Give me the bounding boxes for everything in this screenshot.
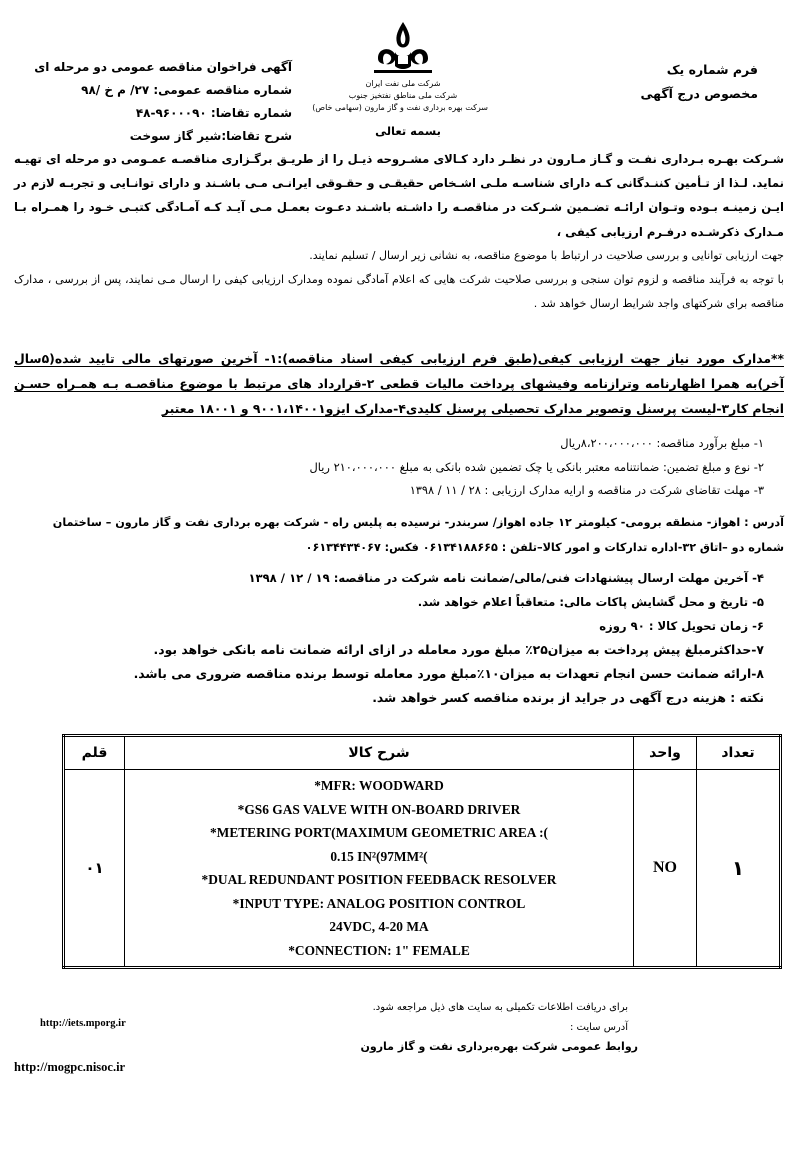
conditions-list-a <box>14 432 764 503</box>
address-line-1: آدرس : اهواز- منطقه برومی- کیلومتر ۱۲ جاده اهواز/ سربندر- نرسیده به پلیس راه - شرکت بهره برداری نفت و گاز مارون – ساختمان <box>52 516 784 529</box>
form-number: فرم شماره یک <box>666 62 758 77</box>
table-header-row <box>64 736 781 770</box>
required-documents <box>14 346 784 421</box>
footer-info-text: برای دریافت اطلاعات تکمیلی به سایت های ذیل مراجعه شود. <box>372 1002 628 1013</box>
note-text: نکته : هزینه درج آگهی در جراید از برنده مناقصه کسر خواهد شد. <box>372 690 764 705</box>
list-item-opening: ۵- تاریخ و محل گشایش پاکات مالی: متعاقباً اعلام خواهد شد. <box>417 595 764 609</box>
table-row <box>64 770 781 968</box>
request-description: شرح تقاضا:شیر گاز سوخت <box>129 129 292 143</box>
header-description: شرح کالا <box>125 736 634 770</box>
list-item-prepayment: ۷-حداکثرمبلغ پیش پرداخت به میزان۲۵٪ مبلغ مورد معامله در ازای ارائه ضمانت نامه بانکی خواهد بود. <box>153 642 764 657</box>
desc-line: *MFR: WOODWARD <box>314 778 444 793</box>
company-logo-block <box>312 18 488 128</box>
process-text: با توجه به فرآیند مناقصه و لزوم توان سنجی و بررسی صلاحیت شرکت هایی که اعلام آمادگی نموده ومدارک ارزیابی کیفی را ارسال مـی نمایند، پس از بررسی ، مدارک مناقصه برای شرکتهای واجد شرایط ارسال خواهد شد . <box>14 273 784 311</box>
footer-site-label: آدرس سایت : <box>569 1022 628 1033</box>
list-item-guarantee: ۲- نوع و مبلغ تضمین: ضمانتنامه معتبر بانکی یا چک تضمین شده بانکی به مبلغ ۲۱۰،۰۰۰،۰۰۰ ریال <box>309 459 764 474</box>
list-item-delivery: ۶- زمان تحویل کالا : ۹۰ روزه <box>599 619 764 633</box>
intro-text: شـرکت بهـره بـرداری نفـت و گـاز مـارون در نظـر دارد کـالای مشـروحه ذیـل را از طریـق برگـزاری مناقصـه عمـومی دو مرحله ای تهیـه نماید. لـذا از تـأمین کننـدگانی کـه دارای شناسـه ملـی اشـخاص حقیقـی و حقـوقی ایرانـی مـی باشـند و دارای توانـایی و تجربـه لازم در ایـن زمینـه بـوده وتـوان ارائـه تضـمین شـرکت در مناقصـه را داشـته باشـند دعـوت بعمـل مـی آیـد کـه آمـادگی کتبـی خـود را همـراه بـا مـدارک ذکرشـده درفـرم ارزیابی کیفی ، <box>14 152 784 239</box>
footer-info <box>228 998 628 1038</box>
form-subtitle: مخصوص درج آگهی <box>640 86 758 101</box>
tender-number: شماره مناقصه عمومی: ۲۷/ م خ /۹۸ <box>81 83 292 97</box>
items-table <box>62 734 782 969</box>
desc-line: *GS6 GAS VALVE WITH ON-BOARD DRIVER <box>237 801 521 817</box>
site-link-iets[interactable]: http://iets.mporg.ir <box>40 1018 126 1029</box>
desc-line: *INPUT TYPE: ANALOG POSITION CONTROL <box>232 895 526 911</box>
desc-line: *CONNECTION: 1" FEMALE <box>288 942 470 958</box>
request-number: شماره تقاضا: ۹۶۰۰۰۹۰-۴۸ <box>135 106 292 120</box>
logo-caption-3: سرکت بهره برداری نفت و گاز مارون (سهامی خاص) <box>312 103 488 112</box>
desc-line: *METERING PORT(MAXIMUM GEOMETRIC AREA :( <box>209 825 548 840</box>
item-unit: NO <box>634 770 697 968</box>
list-item-estimate: ۱- مبلغ برآورد مناقصه: ۸،۲۰۰،۰۰۰،۰۰۰ریال <box>560 436 764 450</box>
nioc-flame-logo-icon <box>368 18 438 78</box>
basmala-heading: بسمه تعالی <box>375 124 441 138</box>
address-block <box>14 510 784 560</box>
logo-caption-2: شرکت ملی مناطق نفتخیز جنوب <box>348 91 458 100</box>
list-item-performance-bond: ۸-ارائه ضمانت حسن انجام تعهدات به میزان۱۰٪مبلغ مورد معامله توسط برنده مناقصه ضروری می باشد. <box>133 666 764 681</box>
list-item-bid-deadline: ۴- آخرین مهلت ارسال پیشنهادات فنی/مالی/ضمانت نامه شرکت در مناقصه: ۱۹ / ۱۲ / ۱۳۹۸ <box>248 571 764 585</box>
form-label-block <box>588 58 758 106</box>
public-relations-signature: روابط عمومی شرکت بهره‌برداری نفت و گاز مارون <box>360 1040 638 1053</box>
item-number: ۰۱ <box>64 770 125 968</box>
desc-line: *DUAL REDUNDANT POSITION FEEDBACK RESOLVER <box>201 872 557 887</box>
header-quantity: تعداد <box>697 736 781 770</box>
item-description <box>125 770 634 968</box>
desc-line: 0.15 IN²(97MM²( <box>330 848 428 864</box>
site-link-mogpc[interactable]: http://mogpc.nisoc.ir <box>14 1060 126 1074</box>
header-item: قلم <box>64 736 125 770</box>
intro-text-end: جهت ارزیابی توانایی و بررسی صلاحیت در ارتباط با موضوع مناقصه، به نشانی زیر ارسال / تسلیم نمایند. <box>309 248 784 262</box>
tender-title: آگهی فراخوان مناقصه عمومی دو مرحله ای <box>34 60 292 74</box>
address-line-2: شماره دو –اتاق ۳۲-اداره تدارکات و امور کالا–تلفن : ۰۶۱۳۴۱۸۸۶۶۵ فکس: ۰۶۱۳۴۴۳۴۰۶۷ <box>305 541 784 554</box>
conditions-list-b <box>14 566 764 710</box>
logo-caption-1: شرکت ملی نفت ایران <box>365 79 441 88</box>
required-documents-text: **مدارک مورد نیاز جهت ارزیابی کیفی(طبق فرم ارزیابی کیفی اسناد مناقصه):۱- آخرین صورتهای مالی تایید شده(۵سال آخر)به همرا اظهارنامه وترازنامه وفیشهای پرداخت مالیات قطعی ۲-قرارداد های مرتبط با موضوع مناقصـه بـه همـراه حسـن انجام کار۳-لیست پرسنل وتصویر مدارک تحصیلی پرسنل کلیدی۴-مدارک ایزو۹۰۰۱،۱۴۰۰۱ و ۱۸۰۰۱ معتبر <box>14 351 784 416</box>
item-quantity: ۱ <box>697 770 781 968</box>
header-unit: واحد <box>634 736 697 770</box>
desc-line: 24VDC, 4-20 MA <box>329 919 429 934</box>
list-item-deadline: ۳- مهلت تقاضای شرکت در مناقصه و ارایه مدارک ارزیابی : ۲۸ / ۱۱ / ۱۳۹۸ <box>409 483 764 498</box>
intro-paragraph <box>14 147 784 316</box>
tender-info-block <box>22 56 292 148</box>
